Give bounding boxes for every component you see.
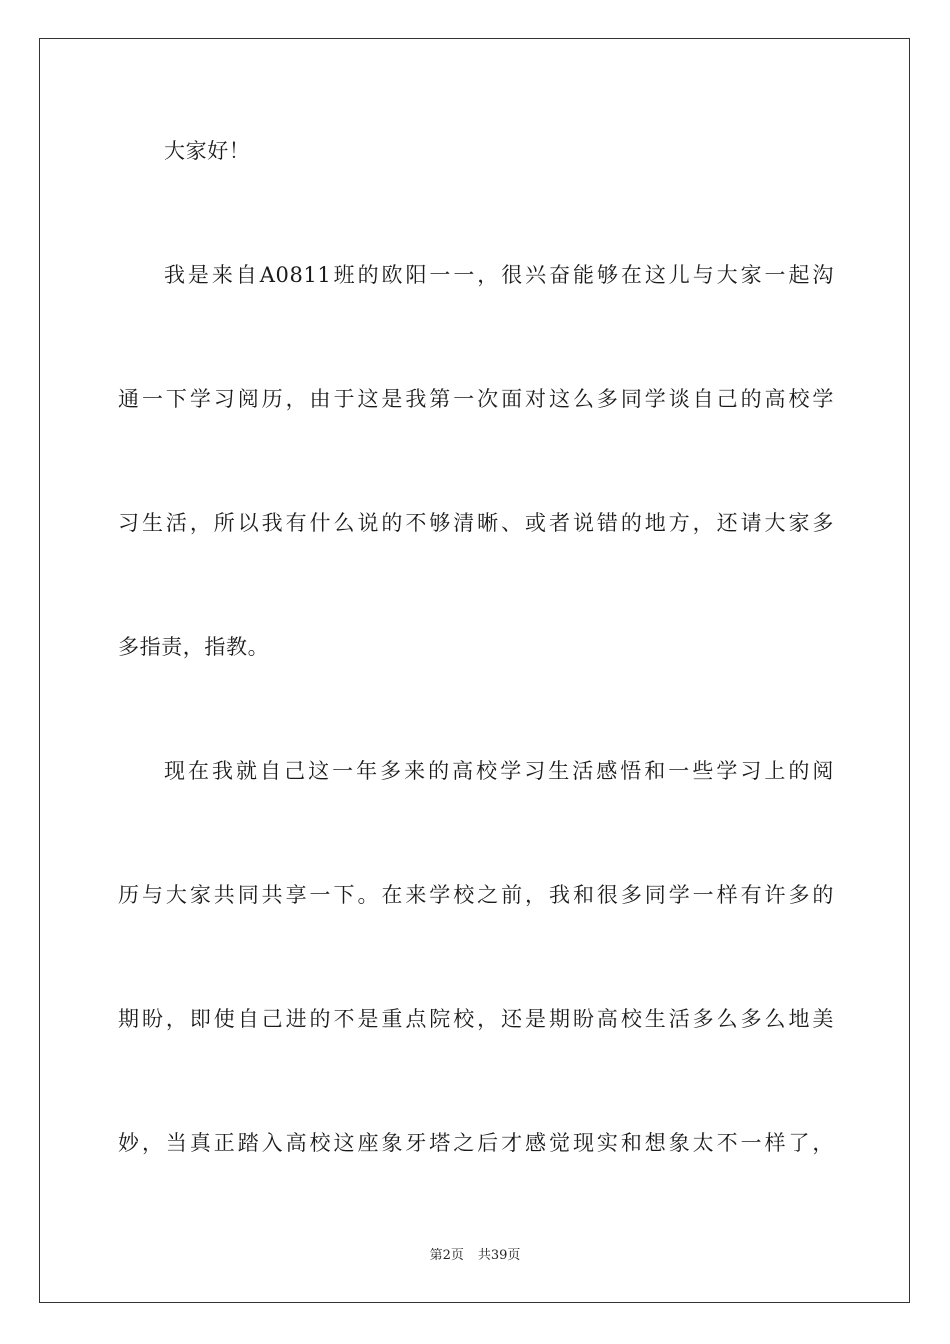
- greeting-line: 大家好！: [164, 139, 251, 163]
- page-number: 第2页: [429, 1248, 464, 1263]
- page-footer: [0, 1247, 950, 1265]
- paragraph-2-line-2: 历与大家共同共享一下。在来学校之前，我和很多同学一样有许多的: [118, 883, 834, 907]
- paragraph-2-line-1: 现在我就自己这一年多来的高校学习生活感悟和一些学习上的阅: [164, 759, 834, 783]
- total-pages: 共39页: [477, 1248, 521, 1263]
- paragraph-1-line-1: 我是来自A0811班的欧阳一一，很兴奋能够在这儿与大家一起沟: [164, 263, 834, 287]
- paragraph-2-line-4: 妙，当真正踏入高校这座象牙塔之后才感觉现实和想象太不一样了，: [118, 1131, 834, 1155]
- paragraph-2-line-3: 期盼，即使自己进的不是重点院校，还是期盼高校生活多么多么地美: [118, 1007, 834, 1031]
- paragraph-1-line-2: 通一下学习阅历，由于这是我第一次面对这么多同学谈自己的高校学: [118, 387, 834, 411]
- paragraph-1-line-4: 多指责，指教。: [118, 635, 270, 659]
- paragraph-1-line-3: 习生活，所以我有什么说的不够清晰、或者说错的地方，还请大家多: [118, 511, 834, 535]
- page-frame: [39, 38, 910, 1303]
